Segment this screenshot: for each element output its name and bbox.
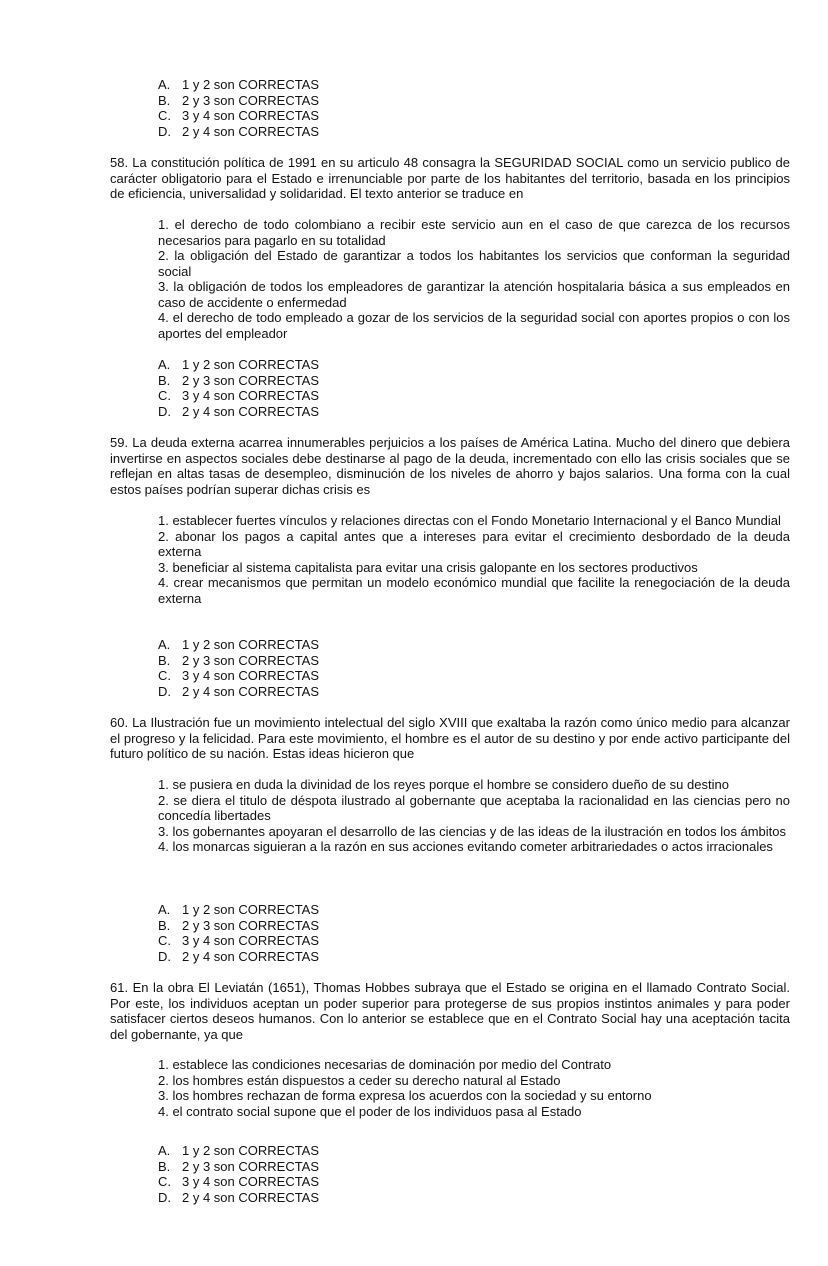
statement-4: 4. el derecho de todo empleado a gozar de los servicios de la seguridad social con aportes propios o con los aportes del empleador	[158, 310, 790, 341]
answer-option-b: B. 2 y 3 son CORRECTAS	[158, 917, 320, 933]
question-61-stem: 61. En la obra El Leviatán (1651), Thomas Hobbes subraya que el Estado se origina en el llamado Contrato Social. Por este, los individuos aceptan un poder superior para protegerse de sus propios instintos animales y para poder satisfacer ciertos deseos humanos. Con lo anterior se establece que en el Contrato Social hay una aceptación tacita del gobernante, ya que	[110, 980, 790, 1042]
question-58-statements	[0, 217, 790, 341]
answer-options-q57	[0, 77, 458, 139]
answer-option-c: C. 3 y 4 son CORRECTAS	[158, 1174, 320, 1189]
statement-1: 1. establece las condiciones necesarias de dominación por medio del Contrato	[158, 1057, 612, 1072]
answer-option-a: A. 1 y 2 son CORRECTAS	[158, 637, 320, 652]
statement-2: 2. la obligación del Estado de garantizar a todos los habitantes los servicios que conforman la seguridad social	[158, 248, 790, 279]
statement-1: 1. establecer fuertes vínculos y relaciones directas con el Fondo Monetario Internacional y el Banco Mundial	[158, 513, 781, 528]
answer-option-d: D. 2 y 4 son CORRECTAS	[158, 948, 320, 964]
answer-option-d: D. 2 y 4 son CORRECTAS	[158, 1189, 320, 1205]
answer-option-c: C. 3 y 4 son CORRECTAS	[158, 108, 320, 123]
answer-options-q59	[0, 637, 458, 699]
answer-option-c: C. 3 y 4 son CORRECTAS	[158, 388, 320, 403]
question-59-statements	[0, 513, 790, 606]
answer-option-b: B. 2 y 3 son CORRECTAS	[158, 92, 320, 108]
answer-option-a: A. 1 y 2 son CORRECTAS	[158, 357, 320, 372]
answer-options-q61	[0, 1143, 458, 1205]
answer-option-b: B. 2 y 3 son CORRECTAS	[158, 372, 320, 388]
statement-3: 3. la obligación de todos los empleadores de garantizar la atención hospitalaria básica a sus empleados en caso de accidente o enfermedad	[158, 279, 790, 310]
statement-2: 2. los hombres están dispuestos a ceder su derecho natural al Estado	[158, 1072, 561, 1088]
question-60-stem: 60. La Ilustración fue un movimiento intelectual del siglo XVIII que exaltaba la razón como único medio para alcanzar el progreso y la felicidad. Para este movimiento, el hombre es el autor de su destino y por ende activo participante del futuro político de su nación. Estas ideas hicieron que	[110, 715, 790, 761]
answer-option-d: D. 2 y 4 son CORRECTAS	[158, 123, 320, 139]
answer-options-q60	[0, 902, 458, 964]
statement-2: 2. abonar los pagos a capital antes que a intereses para evitar el crecimiento desbordado de la deuda externa	[158, 528, 790, 559]
answer-option-c: C. 3 y 4 son CORRECTAS	[158, 933, 320, 948]
answer-options-q58	[0, 357, 458, 419]
answer-option-b: B. 2 y 3 son CORRECTAS	[158, 1158, 320, 1174]
statement-4: 4. crear mecanismos que permitan un modelo económico mundial que facilite la renegociación de la deuda externa	[158, 575, 790, 606]
statement-2: 2. se diera el titulo de déspota ilustrado al gobernante que aceptaba la racionalidad en las ciencias pero no concedía libertades	[158, 792, 790, 823]
question-60-statements	[0, 777, 790, 855]
question-59-stem: 59. La deuda externa acarrea innumerables perjuicios a los países de América Latina. Mucho del dinero que debiera invertirse en aspectos sociales debe destinarse al pago de la deuda, incrementado con ello las crisis sociales que se reflejan en altas tasas de desempleo, disminución de los niveles de ahorro y bajos salarios. Una forma con la cual estos países podrían superar dichas crisis es	[110, 435, 790, 497]
statement-4: 4. los monarcas siguieran a la razón en sus acciones evitando cometer arbitrariedades o actos irracionales	[158, 839, 773, 854]
question-61-statements	[0, 1057, 790, 1119]
question-58-stem: 58. La constitución política de 1991 en su articulo 48 consagra la SEGURIDAD SOCIAL como un servicio publico de carácter obligatorio para el Estado e irrenunciable por parte de los habitantes del territorio, basada en los principios de eficiencia, universalidad y solidaridad. El texto anterior se traduce en	[110, 155, 790, 201]
answer-option-a: A. 1 y 2 son CORRECTAS	[158, 902, 320, 917]
statement-3: 3. beneficiar al sistema capitalista para evitar una crisis galopante en los sectores productivos	[158, 559, 698, 575]
answer-option-b: B. 2 y 3 son CORRECTAS	[158, 652, 320, 668]
statement-1: 1. se pusiera en duda la divinidad de los reyes porque el hombre se considero dueño de su destino	[158, 777, 729, 792]
answer-option-d: D. 2 y 4 son CORRECTAS	[158, 683, 320, 699]
answer-option-a: A. 1 y 2 son CORRECTAS	[158, 1143, 320, 1158]
answer-option-a: A. 1 y 2 son CORRECTAS	[158, 77, 320, 92]
answer-option-d: D. 2 y 4 son CORRECTAS	[158, 403, 320, 419]
statement-4: 4. el contrato social supone que el poder de los individuos pasa al Estado	[158, 1103, 582, 1119]
statement-3: 3. los hombres rechazan de forma expresa los acuerdos con la sociedad y su entorno	[158, 1088, 652, 1103]
answer-option-c: C. 3 y 4 son CORRECTAS	[158, 668, 320, 683]
statement-1: 1. el derecho de todo colombiano a recibir este servicio aun en el caso de que carezca de los recursos necesarios para pagarlo en su totalidad	[158, 217, 790, 248]
statement-3: 3. los gobernantes apoyaran el desarrollo de las ciencias y de las ideas de la ilustración en todos los ámbitos	[158, 823, 786, 839]
